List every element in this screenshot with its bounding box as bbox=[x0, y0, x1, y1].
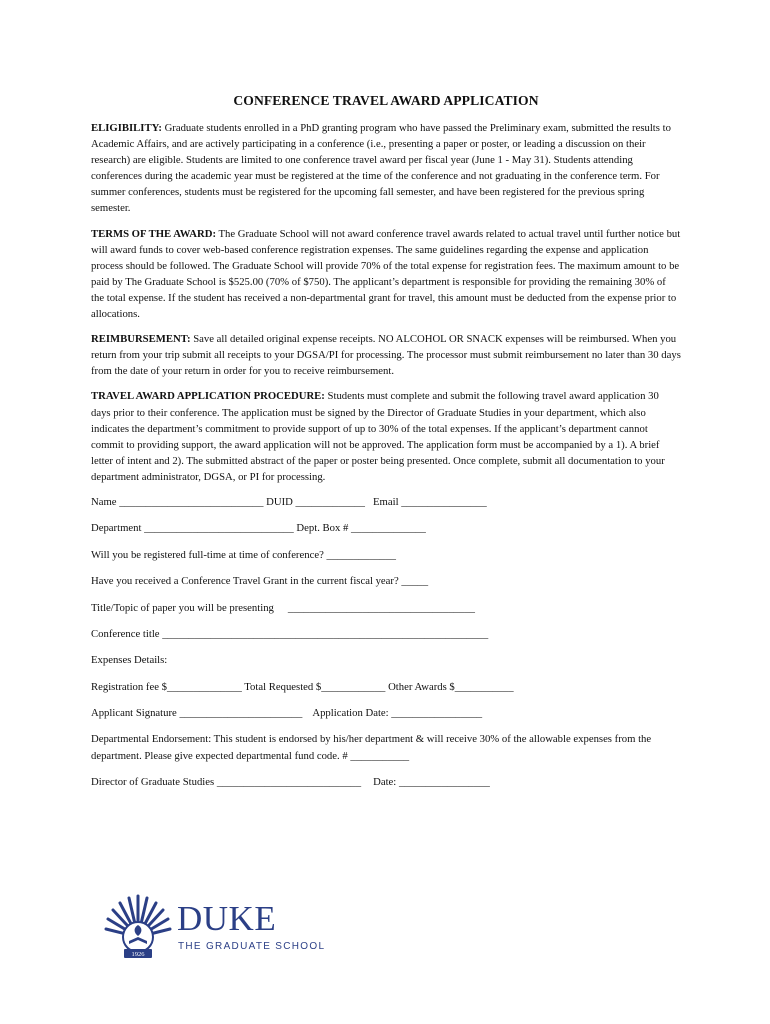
procedure-paragraph bbox=[91, 388, 681, 485]
dgs-signature-field[interactable]: Director of Graduate Studies ___________________________ bbox=[91, 775, 362, 788]
seal-year: 1926 bbox=[131, 951, 145, 958]
duke-graduate-school-logo bbox=[102, 893, 326, 963]
expenses-details-label: Expenses Details: bbox=[91, 654, 168, 667]
dgs-date-field[interactable]: Date: _________________ bbox=[373, 775, 490, 788]
applicant-signature-field[interactable]: Applicant Signature _______________________ bbox=[91, 707, 303, 720]
paper-title-label: Title/Topic of paper you will be presenting bbox=[91, 601, 274, 614]
reimbursement-text: Save all detailed original expense receipts. NO ALCOHOL OR SNACK expenses will be reimbursed. When you return from your trip submit all receipts to your DGSA/PI for processing. The processor must submit reimbursement no later than 30 days from the date of your return in order for you to receive reimbursement. bbox=[91, 333, 681, 378]
departmental-endorsement-field[interactable]: Departmental Endorsement: This student is endorsed by his/her department & will receive 30% of the allowable expenses from the department. Please give expected departmental fund code. # ___________ bbox=[91, 733, 652, 762]
dgs-signature-row[interactable] bbox=[91, 774, 681, 790]
reimbursement-paragraph bbox=[91, 331, 681, 379]
eligibility-heading: ELIGIBILITY: bbox=[91, 122, 162, 134]
expenses-amounts-field[interactable]: Registration fee $______________ Total Requested $____________ Other Awards $___________ bbox=[91, 680, 514, 693]
eligibility-paragraph bbox=[91, 120, 681, 217]
reimbursement-heading: REIMBURSEMENT: bbox=[91, 333, 191, 346]
prior-grant-field[interactable]: Have you received a Conference Travel Grant in the current fiscal year? _____ bbox=[91, 575, 429, 588]
procedure-text: Students must complete and submit the following travel award application 30 days prior to their conference. The application must be signed by the Director of Graduate Studies in your department, which also indicates the department’s commitment to provide support of up to 30% of the total expenses. If the applicant’s department cannot commit to providing support, the award application will not be approved. The application form must be accompanied by a 1). A brief letter of intent and 2). The submitted abstract of the paper or poster being presented. Once complete, submit all documentation to your department administrator, DGSA, or PI for processing. bbox=[91, 390, 665, 483]
paper-title-blank[interactable]: ___________________________________ bbox=[287, 601, 475, 614]
duke-wordmark: DUKE bbox=[177, 899, 277, 938]
duke-seal-icon bbox=[102, 893, 174, 963]
conference-title-field[interactable]: Conference title _____________________________________________________________ bbox=[91, 627, 489, 640]
graduate-school-subtitle: THE GRADUATE SCHOOL bbox=[178, 941, 326, 952]
document-content bbox=[91, 93, 681, 800]
procedure-heading: TRAVEL AWARD APPLICATION PROCEDURE: bbox=[91, 390, 325, 403]
fulltime-registration-field[interactable]: Will you be registered full-time at time of conference? _____________ bbox=[91, 548, 396, 561]
terms-paragraph bbox=[91, 226, 681, 323]
application-date-field[interactable]: Application Date: _________________ bbox=[312, 707, 483, 720]
terms-text: The Graduate School will not award conference travel awards related to actual travel until further notice but will award funds to cover web-based conference registration expenses. The same guidelines regarding the expense and application process should be followed. The Graduate School will provide 70% of the total expense for registration fees. The maximum amount to be paid by The Graduate School is $525.00 (70% of $750). The applicant’s department is responsible for providing the remaining 30% of the total expense. If the student has received a non-departmental grant for travel, this amount must be deducted from the expense prior to allocations. bbox=[91, 227, 681, 321]
terms-heading: TERMS OF THE AWARD: bbox=[91, 227, 216, 240]
applicant-signature-row[interactable] bbox=[91, 705, 681, 721]
name-duid-email-field[interactable]: Name ___________________________ DUID _____________ Email ________________ bbox=[91, 495, 487, 508]
paper-title-field[interactable] bbox=[91, 600, 681, 616]
department-box-field[interactable]: Department ____________________________ Dept. Box # ______________ bbox=[91, 522, 426, 535]
eligibility-text: Graduate students enrolled in a PhD granting program who have passed the Preliminary exam, submitted the results to Academic Affairs, and are actively participating in a conference (i.e., presenting a paper or poster, or leading a discussion on their research) are eligible. Students are limited to one conference travel award per fiscal year (June 1 - May 31). Students attending conferences during the academic year must be registered at the time of the conference and not graduating in the conference term. For summer conferences, students must be registered for the upcoming fall semester, and have been registered for the previous spring semester. bbox=[91, 122, 671, 215]
document-title: CONFERENCE TRAVEL AWARD APPLICATION bbox=[233, 93, 539, 108]
